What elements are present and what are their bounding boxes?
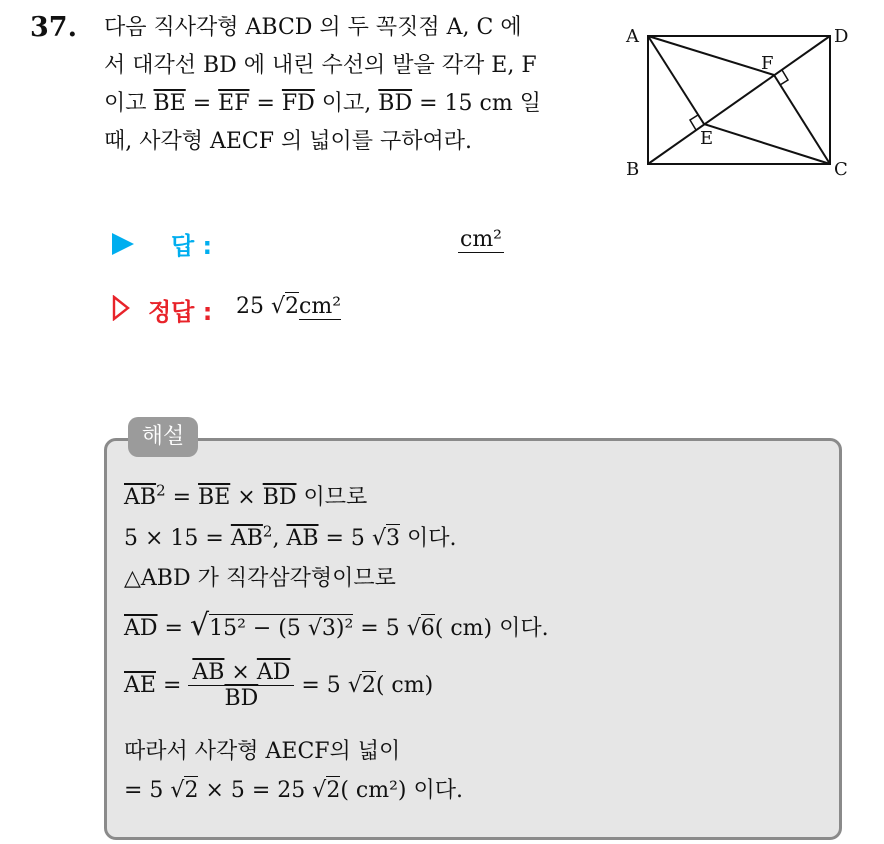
text: = 5	[294, 673, 348, 698]
text: =	[249, 91, 282, 116]
segment-ef: $\overline{EF}$	[218, 91, 250, 116]
radicand: 3	[385, 526, 400, 551]
label-d: D	[834, 26, 849, 47]
answer-arrow-icon	[112, 233, 134, 255]
label-e: E	[700, 128, 714, 149]
segment-ae	[648, 36, 704, 124]
text: ( cm) 이다.	[434, 616, 549, 641]
sqrt-sign: √	[312, 778, 327, 803]
sqrt-sign: √	[271, 294, 286, 319]
text: = 5	[124, 778, 171, 803]
sqrt-sign: √	[371, 526, 386, 551]
radicand: 6	[420, 616, 435, 641]
label-f: F	[761, 53, 774, 74]
question-line-2: 서 대각선 BD 에 내린 수선의 발을 각각 E, F	[104, 53, 537, 78]
text: 이므로	[296, 485, 368, 510]
segment-ce	[704, 124, 830, 164]
exponent: 2	[156, 481, 166, 500]
text: 25	[236, 294, 271, 319]
segment-ae: $\overline{AE}$	[124, 673, 156, 698]
text: = 15 cm 일	[412, 91, 541, 116]
rectangle-figure	[618, 18, 852, 178]
denominator	[188, 686, 294, 711]
answer-unit: cm²	[460, 227, 503, 252]
segment-bd: $\overline{BD}$	[262, 485, 297, 510]
radicand: 2	[326, 778, 341, 803]
text: 이다.	[399, 526, 457, 551]
segment-fd: $\overline{FD}$	[281, 91, 315, 116]
solution-line-6: 따라서 사각형 AECF의 넓이	[124, 739, 401, 764]
correct-unit: cm²	[299, 294, 342, 319]
fraction	[188, 660, 294, 711]
text: =	[157, 616, 190, 641]
radicand: 15² − (5 √3)²	[209, 616, 354, 641]
text: ( cm)	[375, 673, 434, 698]
sqrt-sign: √	[347, 673, 362, 698]
question-line-3	[104, 88, 541, 120]
label-c: C	[834, 159, 848, 178]
text: 이고	[104, 91, 154, 116]
sqrt-sign: √	[189, 608, 210, 643]
segment-be: $\overline{BE}$	[153, 91, 186, 116]
segment-cf	[774, 75, 830, 164]
answer-label: 답 :	[171, 232, 213, 260]
exponent: 2	[262, 522, 273, 541]
text: 이고,	[314, 91, 379, 116]
correct-label: 정답 :	[148, 298, 213, 326]
solution-line-4	[124, 608, 549, 643]
segment-be: $\overline{BE}$	[198, 485, 231, 510]
text: ×	[230, 485, 263, 510]
solution-line-5	[124, 660, 433, 711]
question-line-1: 다음 직사각형 ABCD 의 두 꼭짓점 A, C 에	[104, 15, 522, 40]
solution-line-7	[124, 773, 463, 804]
sqrt-sign: √	[170, 778, 185, 803]
solution-line-1	[124, 480, 367, 511]
segment-ad: $\overline{AD}$	[124, 616, 158, 641]
segment-ab: $\overline{AB}$	[286, 526, 319, 551]
text: =	[165, 485, 199, 510]
text: 5 × 15 =	[124, 526, 231, 551]
right-angle-f	[780, 70, 788, 85]
text: =	[185, 91, 219, 116]
segment-af	[648, 36, 774, 75]
segment-bd: $\overline{BD}$	[378, 91, 413, 116]
text: ×	[224, 660, 257, 685]
correct-value	[236, 294, 341, 319]
diagonal-bd	[648, 36, 830, 164]
sqrt-sign: √	[406, 616, 421, 641]
segment-ab: $\overline{AB}$	[192, 660, 225, 685]
text: × 5 = 25	[198, 778, 313, 803]
segment-ab: $\overline{AB}$	[230, 526, 263, 551]
radicand: 2	[285, 294, 300, 319]
correct-arrow-icon	[112, 295, 130, 321]
segment-ab: $\overline{AB}$	[124, 485, 157, 510]
solution-line-2	[124, 521, 456, 552]
label-a: A	[626, 26, 639, 47]
radicand: 2	[184, 778, 199, 803]
segment-ad: $\overline{AD}$	[256, 660, 291, 685]
solution-line-3: △ABD 가 직각삼각형이므로	[124, 566, 396, 591]
text: = 5	[353, 616, 407, 641]
right-angle-e	[690, 115, 698, 130]
label-b: B	[626, 159, 640, 178]
text: =	[155, 673, 189, 698]
question-number: 37.	[30, 12, 77, 43]
text: = 5	[318, 526, 372, 551]
radicand: 2	[361, 673, 376, 698]
text: ( cm²) 이다.	[340, 778, 463, 803]
text: ,	[272, 526, 287, 551]
numerator	[188, 660, 294, 686]
question-line-4: 때, 사각형 AECF 의 넓이를 구하여라.	[104, 129, 473, 154]
solution-tag: 해설	[128, 417, 198, 457]
segment-bd: BD	[224, 686, 259, 711]
